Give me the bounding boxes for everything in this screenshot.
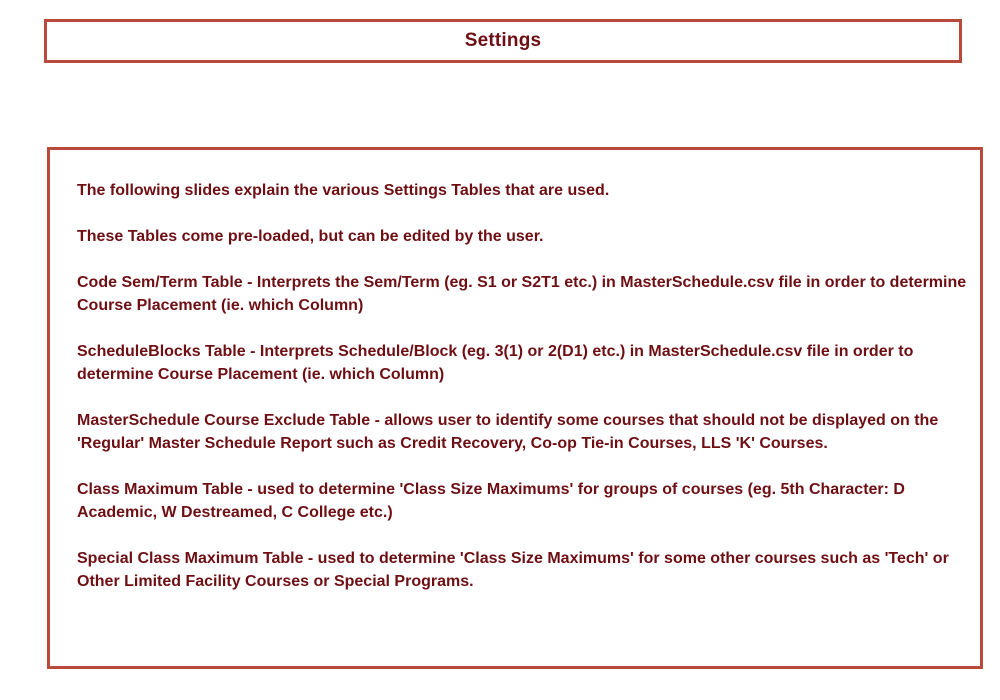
content-box xyxy=(47,147,983,669)
page-title: Settings xyxy=(464,30,542,51)
content-body xyxy=(77,179,967,616)
paragraph-course-exclude: MasterSchedule Course Exclude Table - allows user to identify some courses that should not be displayed on the 'Regular' Master Schedule Report such as Credit Recovery, Co-op Tie-in Courses, LLS 'K' Courses. xyxy=(77,412,939,452)
title-box xyxy=(44,19,962,63)
paragraph-intro: The following slides explain the various Settings Tables that are used. xyxy=(77,182,610,199)
paragraph-class-maximum: Class Maximum Table - used to determine 'Class Size Maximums' for groups of courses (eg. 5th Character: D Academic, W Destreamed, C College etc.) xyxy=(77,481,905,521)
paragraph-schedule-blocks: ScheduleBlocks Table - Interprets Schedule/Block (eg. 3(1) or 2(D1) etc.) in MasterSchedule.csv file in order to determine Course Placement (ie. which Column) xyxy=(77,343,914,383)
paragraph-special-class-maximum: Special Class Maximum Table - used to determine 'Class Size Maximums' for some other courses such as 'Tech' or Other Limited Facility Courses or Special Programs. xyxy=(77,550,949,590)
paragraph-preloaded: These Tables come pre-loaded, but can be edited by the user. xyxy=(77,228,544,245)
paragraph-code-sem-term: Code Sem/Term Table - Interprets the Sem/Term (eg. S1 or S2T1 etc.) in MasterSchedule.csv file in order to determine Course Placement (ie. which Column) xyxy=(77,274,967,314)
